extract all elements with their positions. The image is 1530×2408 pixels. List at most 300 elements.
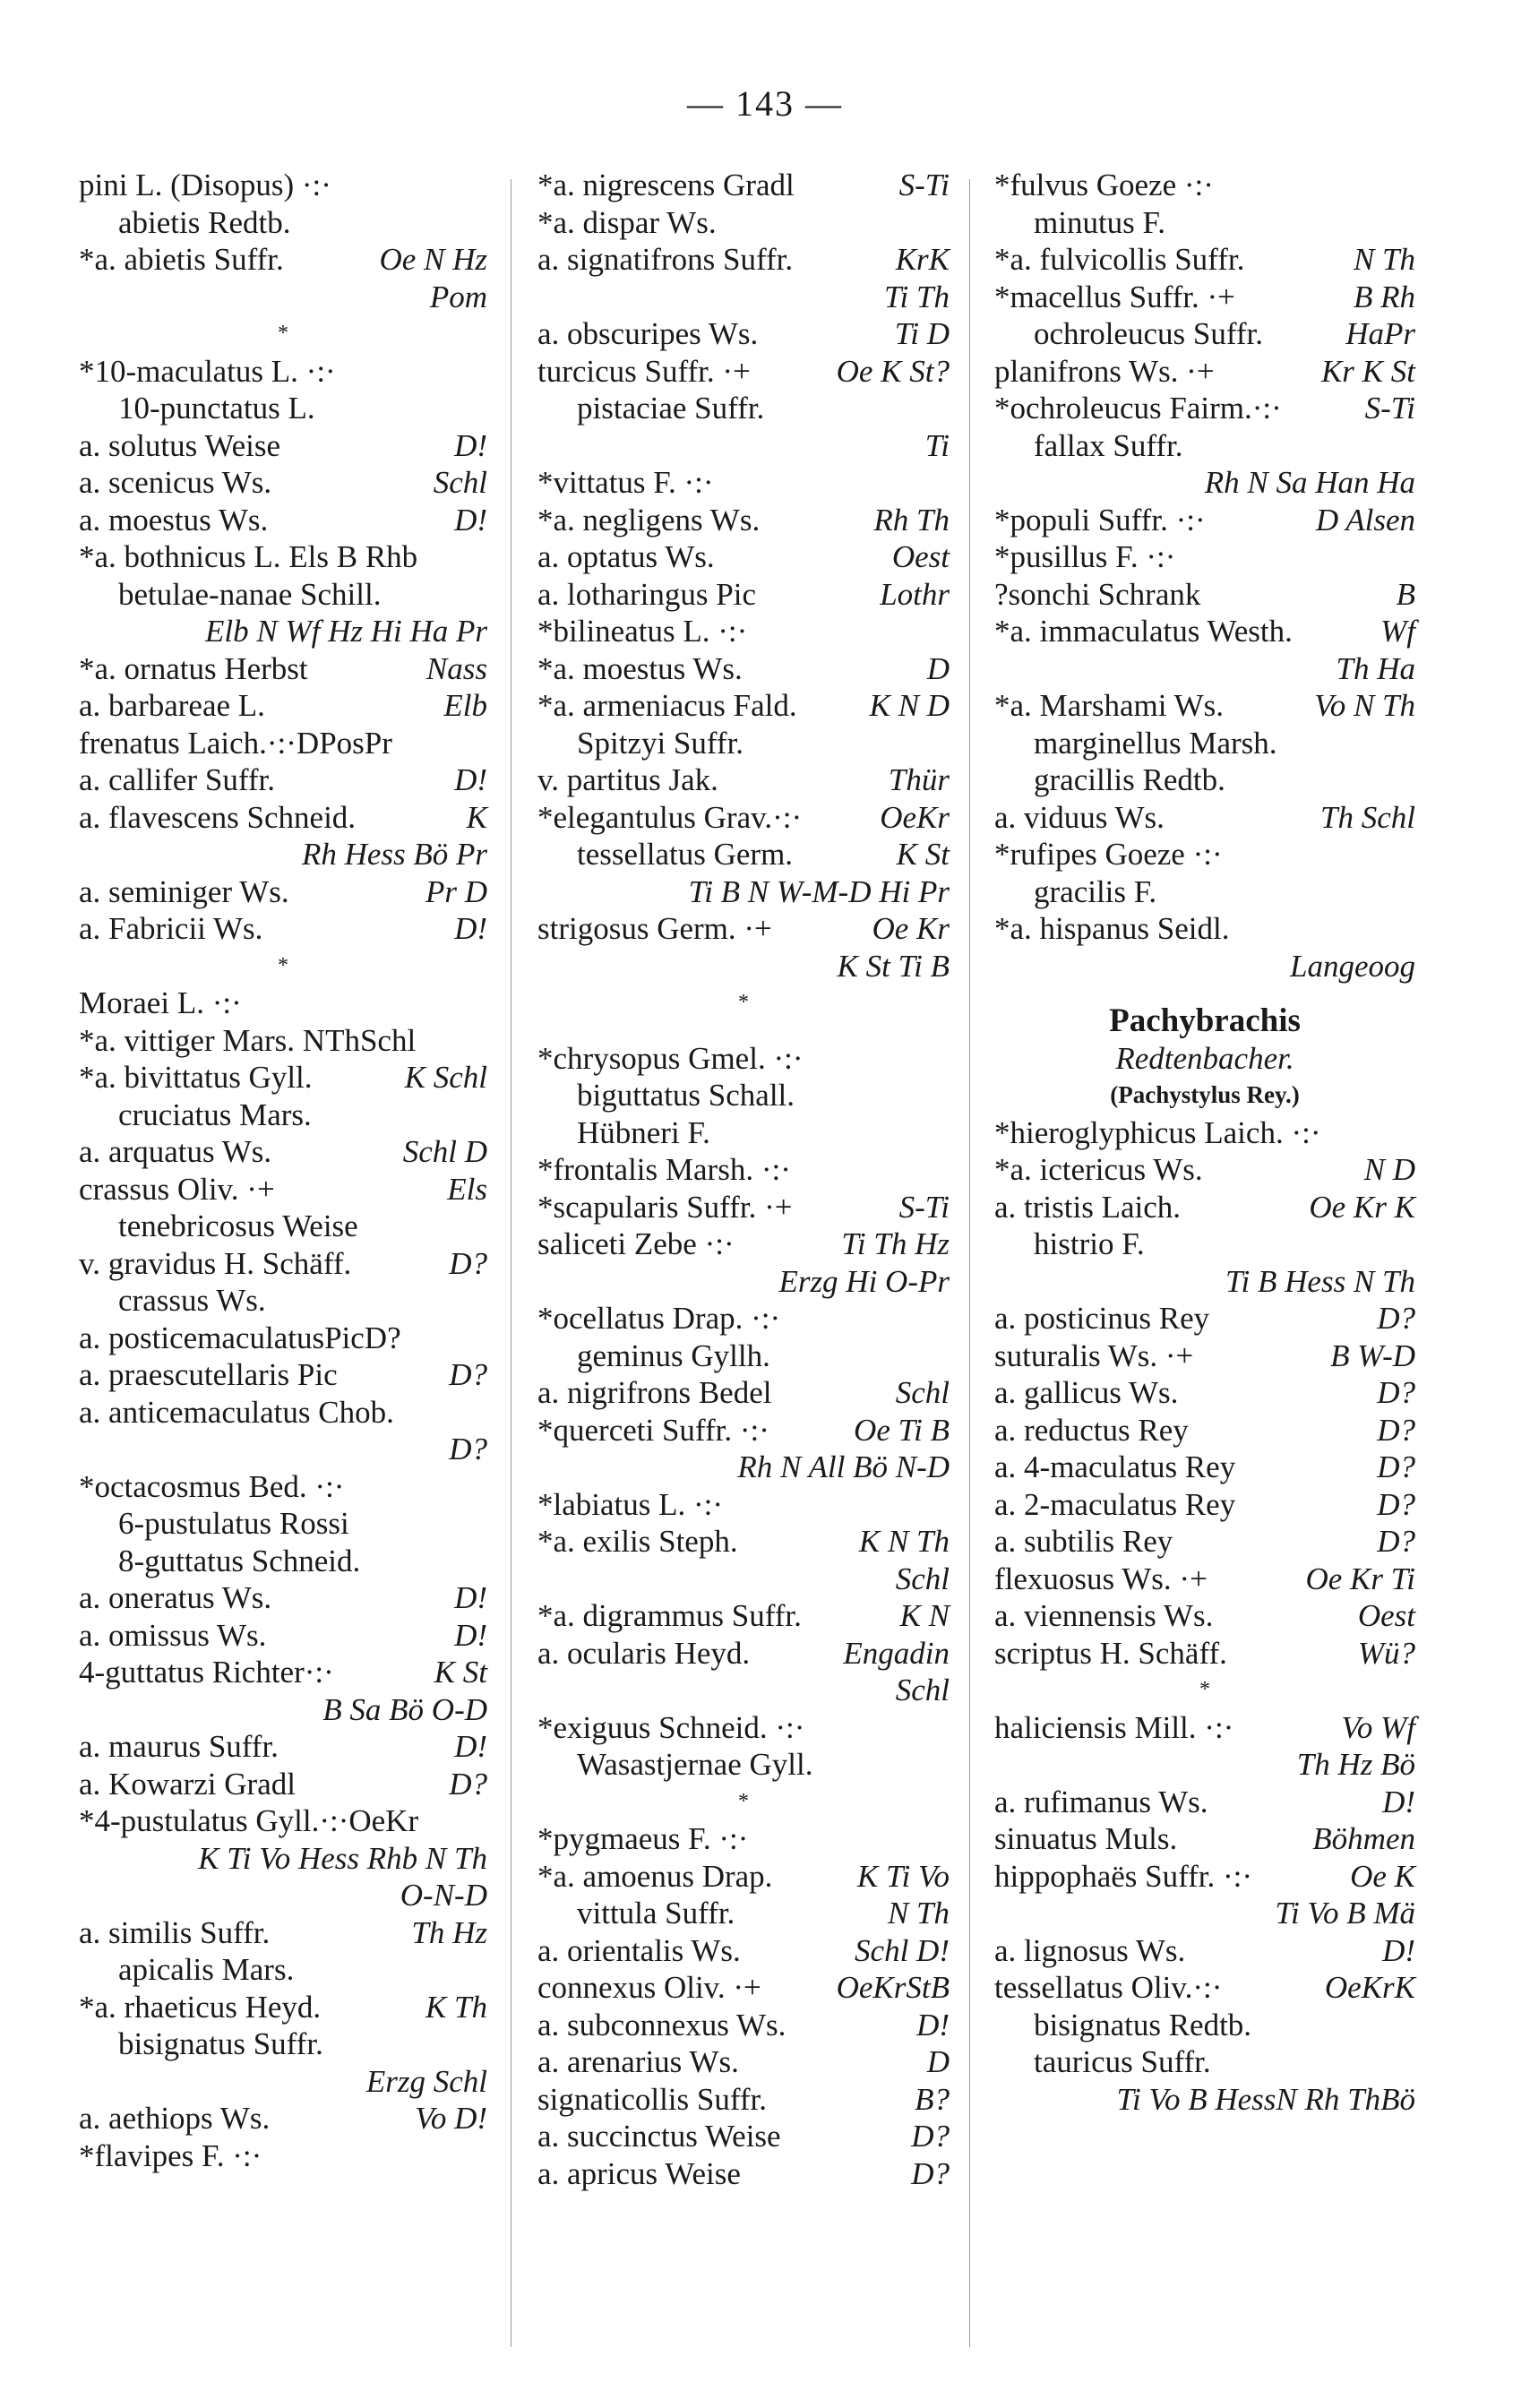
entry-text: tenebricosus Weise	[118, 1208, 358, 1243]
entry-line	[79, 1802, 487, 1840]
entry-line	[537, 1263, 950, 1301]
entry-text: a. flavescens Schneid.	[79, 799, 357, 835]
entry-text: Spitzyi Suffr.	[577, 725, 744, 761]
entry-text: a. reductus Rey	[994, 1412, 1189, 1448]
distribution-label: Pr D	[425, 873, 487, 909]
entry-text: Ti	[924, 427, 950, 463]
entry-line	[994, 1077, 1415, 1114]
entry-line	[994, 1263, 1415, 1301]
entry-text: *	[738, 1789, 749, 1813]
entry-line	[994, 1114, 1415, 1152]
entry-line	[79, 576, 487, 614]
text-column-right	[994, 167, 1415, 2118]
entry-line	[79, 1096, 487, 1134]
entry-line	[79, 1617, 487, 1655]
entry-text: scriptus H. Schäff.	[994, 1635, 1227, 1671]
distribution-label: K Schl	[404, 1060, 487, 1095]
entry-text: *a. amoenus Drap.	[537, 1858, 773, 1894]
entry-text: *populi Suffr. ·:·	[994, 502, 1206, 538]
entry-text: *a. hispanus Seidl.	[994, 911, 1230, 946]
entry-line	[79, 873, 487, 911]
entry-text: Redtenbacher.	[1115, 1040, 1294, 1076]
entry-text: K St Ti B	[837, 948, 950, 984]
entry-line	[994, 910, 1415, 948]
entry-line	[79, 353, 487, 391]
entry-text: a. posticinus Rey	[994, 1301, 1210, 1336]
distribution-label: B W-D	[1330, 1337, 1415, 1373]
entry-text: Pachybrachis	[1109, 1002, 1301, 1039]
entry-text: a. posticemaculatusPicD?	[79, 1320, 401, 1355]
entry-line	[537, 1709, 950, 1747]
entry-line	[537, 1412, 950, 1449]
distribution-label: Oe Ti B	[854, 1412, 950, 1448]
entry-text: hippophaës Suffr. ·:·	[994, 1858, 1253, 1894]
entry-text: *vittatus F. ·:·	[537, 465, 714, 500]
entry-text: 4-guttatus Richter·:·	[79, 1655, 334, 1690]
entry-text: betulae-nanae Schill.	[118, 576, 382, 612]
entry-text: crassus Ws.	[118, 1283, 266, 1318]
entry-line	[994, 1486, 1415, 1524]
entry-text: a. nigrifrons Bedel	[537, 1375, 772, 1410]
entry-line	[537, 1077, 950, 1114]
distribution-label: S-Ti	[898, 1189, 950, 1225]
entry-text: D?	[449, 1432, 487, 1466]
entry-line	[537, 1374, 950, 1412]
entry-text: Rh N Sa Han Ha	[1204, 465, 1415, 500]
entry-text: (Pachystylus Rey.)	[1110, 1081, 1300, 1108]
distribution-label: K N	[899, 1598, 950, 1633]
distribution-label: D	[926, 650, 950, 686]
entry-line	[537, 1561, 950, 1598]
entry-line	[537, 464, 950, 502]
entry-line	[537, 1114, 950, 1152]
entry-text: a. arenarius Ws.	[537, 2044, 739, 2079]
entry-text: a. viennensis Ws.	[994, 1598, 1214, 1633]
entry-line	[79, 1728, 487, 1766]
distribution-label: D!	[454, 1729, 487, 1764]
entry-line	[994, 1820, 1415, 1858]
distribution-label: D!	[454, 1580, 487, 1615]
entry-line	[994, 873, 1415, 911]
entry-text: a. oneratus Ws.	[79, 1580, 272, 1615]
entry-text: *a. armeniacus Fald.	[537, 688, 797, 723]
distribution-label: B Rh	[1353, 279, 1415, 314]
entry-line	[79, 1431, 487, 1468]
entry-line	[994, 390, 1415, 427]
distribution-label: Oe K	[1350, 1858, 1415, 1894]
distribution-label: K	[466, 799, 487, 835]
entry-text: *a. digrammus Suffr.	[537, 1598, 802, 1633]
entry-line	[79, 1356, 487, 1394]
entry-line	[994, 761, 1415, 799]
distribution-label: Th Schl	[1320, 799, 1415, 835]
entry-line	[537, 1932, 950, 1970]
entry-line	[79, 241, 487, 279]
entry-text: *rufipes Goeze ·:·	[994, 837, 1223, 872]
entry-line	[994, 1709, 1415, 1747]
entry-line	[79, 985, 487, 1022]
entry-text: a. lignosus Ws.	[994, 1932, 1186, 1968]
entry-text: *a. bothnicus L. Els B Rhb	[79, 539, 418, 574]
entry-line	[537, 167, 950, 204]
entry-line	[537, 1226, 950, 1263]
text-column-left	[79, 167, 487, 2174]
entry-text: a. subtilis Rey	[994, 1524, 1173, 1559]
distribution-label: N Th	[887, 1896, 950, 1931]
entry-text: haliciensis Mill. ·:·	[994, 1709, 1234, 1745]
entry-line	[79, 1208, 487, 1245]
entry-text: gracillis Redtb.	[1034, 762, 1225, 797]
entry-line	[79, 1133, 487, 1171]
entry-line	[994, 799, 1415, 837]
entry-line	[994, 1337, 1415, 1375]
entry-line	[994, 2081, 1415, 2119]
distribution-label: OeKr	[880, 799, 950, 835]
entry-line	[537, 1635, 950, 1673]
entry-line	[994, 279, 1415, 316]
entry-line	[994, 427, 1415, 465]
entry-text: ochroleucus Suffr.	[1034, 316, 1263, 351]
entry-line	[79, 799, 487, 837]
entry-line	[79, 2063, 487, 2101]
entry-line	[79, 1951, 487, 1989]
entry-text: *a. exilis Steph.	[537, 1524, 738, 1559]
entry-text: a. rufimanus Ws.	[994, 1784, 1208, 1819]
entry-text: a. praescutellaris Pic	[79, 1357, 338, 1392]
entry-text: a. seminiger Ws.	[79, 873, 289, 909]
distribution-label: K St	[434, 1655, 487, 1690]
entry-line	[994, 167, 1415, 204]
distribution-label: Oe K St?	[836, 353, 950, 389]
entry-line	[994, 836, 1415, 873]
entry-line	[79, 427, 487, 465]
entry-line	[79, 1579, 487, 1617]
entry-text: flexuosus Ws. ·+	[994, 1561, 1208, 1596]
entry-line	[994, 204, 1415, 242]
entry-line	[537, 204, 950, 242]
entry-line	[79, 910, 487, 948]
entry-line	[79, 650, 487, 688]
distribution-label: Wü?	[1357, 1635, 1415, 1671]
page-number: — 143 —	[687, 83, 843, 124]
distribution-label: D!	[454, 762, 487, 797]
entry-line	[994, 1040, 1415, 1078]
distribution-label: D?	[449, 1766, 487, 1802]
entry-text: frenatus Laich.·:·DPosPr	[79, 725, 392, 761]
distribution-label: D!	[454, 502, 487, 538]
entry-line	[79, 1766, 487, 1803]
entry-text: tauricus Suffr.	[1034, 2044, 1211, 2079]
entry-line	[537, 650, 950, 688]
distribution-label: Vo N Th	[1314, 688, 1415, 723]
entry-line	[537, 1858, 950, 1896]
distribution-label: B	[1396, 576, 1415, 612]
entry-line	[537, 1597, 950, 1635]
entry-line	[79, 279, 487, 316]
entry-line	[537, 1040, 950, 1078]
entry-text: a. orientalis Ws.	[537, 1932, 741, 1968]
distribution-label: Oest	[1357, 1598, 1415, 1633]
distribution-label: D!	[454, 1617, 487, 1653]
entry-text: *querceti Suffr. ·:·	[537, 1412, 769, 1448]
entry-text: a. viduus Ws.	[994, 799, 1165, 835]
entry-text: a. Fabricii Ws.	[79, 911, 263, 946]
entry-line	[994, 1858, 1415, 1896]
distribution-label: K Ti Vo	[856, 1858, 950, 1894]
entry-line	[537, 1189, 950, 1226]
entry-line	[994, 1523, 1415, 1561]
entry-line	[79, 1505, 487, 1543]
entry-text: Ti B Hess N Th	[1225, 1263, 1415, 1299]
entry-line	[79, 204, 487, 242]
entry-text: vittula Suffr.	[577, 1896, 735, 1931]
entry-line	[79, 613, 487, 650]
entry-line	[79, 836, 487, 873]
entry-line	[537, 1337, 950, 1375]
entry-text: *flavipes F. ·:·	[79, 2137, 262, 2173]
entry-text: Th Hz Bö	[1296, 1747, 1415, 1782]
entry-line	[79, 725, 487, 762]
entry-line	[537, 2155, 950, 2193]
distribution-label: Oe N Hz	[379, 242, 487, 277]
entry-text: biguttatus Schall.	[577, 1078, 795, 1113]
entry-text: *a. bivittatus Gyll.	[79, 1060, 313, 1095]
entry-text: tessellatus Germ.	[577, 837, 794, 872]
entry-text: *a. rhaeticus Heyd.	[79, 1989, 322, 2025]
distribution-label: K N D	[869, 688, 950, 723]
entry-text: signaticollis Suffr.	[537, 2081, 768, 2117]
entry-line	[537, 1672, 950, 1709]
entry-line	[537, 2007, 950, 2044]
entry-line	[537, 1022, 950, 1040]
entry-text: *scapularis Suffr. ·+	[537, 1189, 793, 1225]
entry-line	[537, 1449, 950, 1486]
distribution-label: Wf	[1380, 614, 1415, 649]
entry-text: a. solutus Weise	[79, 427, 280, 463]
entry-line	[994, 502, 1415, 539]
entry-line	[79, 502, 487, 539]
entry-text: *frontalis Marsh. ·:·	[537, 1152, 791, 1187]
distribution-label: Nass	[425, 650, 487, 686]
entry-text: *10-maculatus L. ·:·	[79, 353, 336, 389]
entry-text: Erzg Hi O-Pr	[778, 1263, 950, 1299]
entry-line	[994, 1374, 1415, 1412]
entry-text: *a. negligens Ws.	[537, 502, 761, 538]
distribution-label: OeKrK	[1324, 1970, 1415, 2005]
entry-text: Schl	[895, 1561, 950, 1596]
entry-text: Moraei L. ·:·	[79, 985, 242, 1020]
entry-line	[994, 1784, 1415, 1821]
entry-text: *fulvus Goeze ·:·	[994, 168, 1214, 202]
entry-text: Ti Vo B HessN Rh ThBö	[1116, 2081, 1415, 2117]
entry-line	[994, 613, 1415, 650]
entry-text: pistaciae Suffr.	[577, 391, 765, 426]
entry-text: crassus Oliv. ·+	[79, 1171, 275, 1207]
distribution-label: D?	[449, 1357, 487, 1392]
entry-text: *	[278, 953, 288, 977]
distribution-label: HaPr	[1345, 316, 1415, 351]
distribution-label: Vo D!	[415, 2101, 487, 2136]
entry-text: a. signatifrons Suffr.	[537, 242, 794, 277]
entry-line	[994, 1561, 1415, 1598]
separator-asterisk	[79, 948, 487, 985]
entry-text: saliceti Zebe ·:·	[537, 1226, 735, 1261]
entry-text: planifrons Ws. ·+	[994, 353, 1215, 389]
entry-text: *a. vittiger Mars. NThSchl	[79, 1022, 417, 1058]
entry-text: Erzg Schl	[365, 2063, 487, 2099]
distribution-label: Kr K St	[1320, 353, 1415, 389]
entry-text: *	[1199, 1678, 1210, 1701]
entry-text: *pygmaeus F. ·:·	[537, 1821, 749, 1856]
distribution-label: Vo Wf	[1341, 1709, 1415, 1745]
entry-text: Ti Th	[884, 279, 950, 314]
entry-text: Rh N All Bö N-D	[737, 1449, 950, 1484]
distribution-label: Schl	[895, 1375, 950, 1410]
entry-text: strigosus Germ. ·+	[537, 911, 772, 946]
distribution-label: K N Th	[858, 1524, 950, 1559]
entry-line	[79, 1282, 487, 1320]
entry-line	[537, 241, 950, 279]
entry-line	[79, 1059, 487, 1096]
entry-text: 10-punctatus L.	[118, 391, 315, 426]
distribution-label: D!	[454, 911, 487, 946]
entry-line	[79, 538, 487, 576]
entry-line	[79, 464, 487, 502]
entry-text: sinuatus Muls.	[994, 1821, 1178, 1856]
distribution-label: D?	[1377, 1412, 1415, 1448]
distribution-label: Thür	[888, 762, 950, 797]
entry-text: cruciatus Mars.	[118, 1096, 312, 1132]
entry-line	[994, 1635, 1415, 1673]
distribution-label: D	[926, 2044, 950, 2079]
entry-line	[994, 1449, 1415, 1486]
entry-line	[537, 761, 950, 799]
entry-line	[79, 1245, 487, 1283]
entry-line	[79, 2025, 487, 2063]
entry-text: a. moestus Ws.	[79, 502, 269, 538]
entry-text: 6-pustulatus Rossi	[118, 1506, 349, 1541]
entry-line	[994, 576, 1415, 614]
entry-line	[537, 1523, 950, 1561]
entry-line	[537, 427, 950, 465]
text-column-middle	[537, 167, 950, 2192]
distribution-label: D?	[911, 2119, 950, 2154]
entry-text: *a. ornatus Herbst	[79, 650, 308, 686]
entry-line	[79, 1022, 487, 1060]
entry-line	[79, 1877, 487, 1914]
entry-text: a. similis Suffr.	[79, 1914, 271, 1950]
entry-text: *ochroleucus Fairm.·:·	[994, 391, 1282, 426]
entry-line	[537, 873, 950, 911]
distribution-label: Oest	[891, 539, 950, 574]
distribution-label: D?	[1377, 1486, 1415, 1522]
entry-text: apicalis Mars.	[118, 1952, 295, 1987]
entry-line	[79, 1468, 487, 1506]
entry-line	[537, 1895, 950, 1932]
entry-text: a. arquatus Ws.	[79, 1134, 272, 1169]
entry-text: *hieroglyphicus Laich. ·:·	[994, 1114, 1321, 1150]
entry-text: *bilineatus L. ·:·	[537, 614, 748, 649]
entry-line	[79, 761, 487, 799]
entry-line	[537, 2081, 950, 2119]
distribution-label: D?	[911, 2155, 950, 2191]
entry-text: *macellus Suffr. ·+	[994, 279, 1235, 314]
distribution-label: Schl D	[402, 1134, 487, 1169]
entry-text: Rh Hess Bö Pr	[301, 837, 487, 872]
entry-line	[537, 538, 950, 576]
entry-line	[994, 1226, 1415, 1263]
entry-text: *	[278, 322, 288, 345]
entry-text: Ti B N W-M-D Hi Pr	[688, 873, 950, 909]
entry-line	[537, 799, 950, 837]
entry-text: geminus Gyllh.	[577, 1337, 770, 1373]
distribution-label: Böhmen	[1312, 1821, 1415, 1856]
entry-text: Wasastjernae Gyll.	[577, 1747, 813, 1782]
entry-text: a. tristis Laich.	[994, 1189, 1182, 1225]
entry-line	[79, 687, 487, 725]
entry-text: *a. Marshami Ws.	[994, 688, 1224, 723]
entry-line	[537, 948, 950, 985]
entry-text: a. succinctus Weise	[537, 2119, 781, 2154]
entry-line	[537, 1300, 950, 1337]
entry-line	[994, 1189, 1415, 1226]
distribution-label: N Th	[1353, 242, 1415, 277]
entry-line	[537, 576, 950, 614]
entry-text: a. barbareae L.	[79, 688, 265, 723]
entry-text: a. gallicus Ws.	[994, 1375, 1179, 1410]
distribution-label: B?	[915, 2081, 950, 2117]
entry-text: a. subconnexus Ws.	[537, 2007, 786, 2042]
entry-text: *a. ictericus Ws.	[994, 1152, 1203, 1187]
entry-line	[994, 2007, 1415, 2044]
entry-line	[79, 167, 487, 204]
entry-line	[537, 1486, 950, 1524]
distribution-label: D?	[1377, 1524, 1415, 1559]
entry-text: a. maurus Suffr.	[79, 1729, 279, 1764]
entry-text: *labiatus L. ·:·	[537, 1486, 724, 1522]
entry-line	[994, 353, 1415, 391]
entry-line	[994, 1300, 1415, 1337]
distribution-label: Ti D	[894, 316, 950, 351]
entry-line	[994, 241, 1415, 279]
entry-text: Elb N Wf Hz Hi Ha Pr	[205, 614, 487, 649]
entry-line	[537, 836, 950, 873]
entry-text: *exiguus Schneid. ·:·	[537, 1709, 805, 1745]
entry-text: Pom	[429, 279, 487, 314]
entry-text: O-N-D	[400, 1878, 487, 1913]
entry-text: gracilis F.	[1034, 873, 1157, 909]
entry-text: *4-pustulatus Gyll.·:·OeKr	[79, 1803, 419, 1838]
distribution-label: D?	[1377, 1375, 1415, 1410]
entry-text: a. optatus Ws.	[537, 539, 715, 574]
entry-line	[994, 650, 1415, 688]
entry-line	[537, 1151, 950, 1189]
entry-line	[537, 1820, 950, 1858]
distribution-label: OeKrStB	[836, 1970, 950, 2005]
entry-line	[537, 2043, 950, 2081]
entry-text: a. ocularis Heyd.	[537, 1635, 751, 1671]
entry-line	[79, 1654, 487, 1691]
entry-line	[537, 1746, 950, 1784]
entry-text: Langeoog	[1290, 948, 1415, 984]
entry-line	[994, 1932, 1415, 1970]
distribution-label: Oe Kr K	[1309, 1189, 1415, 1225]
entry-line	[994, 538, 1415, 576]
entry-line	[994, 1412, 1415, 1449]
entry-text: abietis Redtb.	[118, 204, 291, 240]
distribution-label: Th Hz	[411, 1914, 487, 1950]
entry-line	[994, 1597, 1415, 1635]
